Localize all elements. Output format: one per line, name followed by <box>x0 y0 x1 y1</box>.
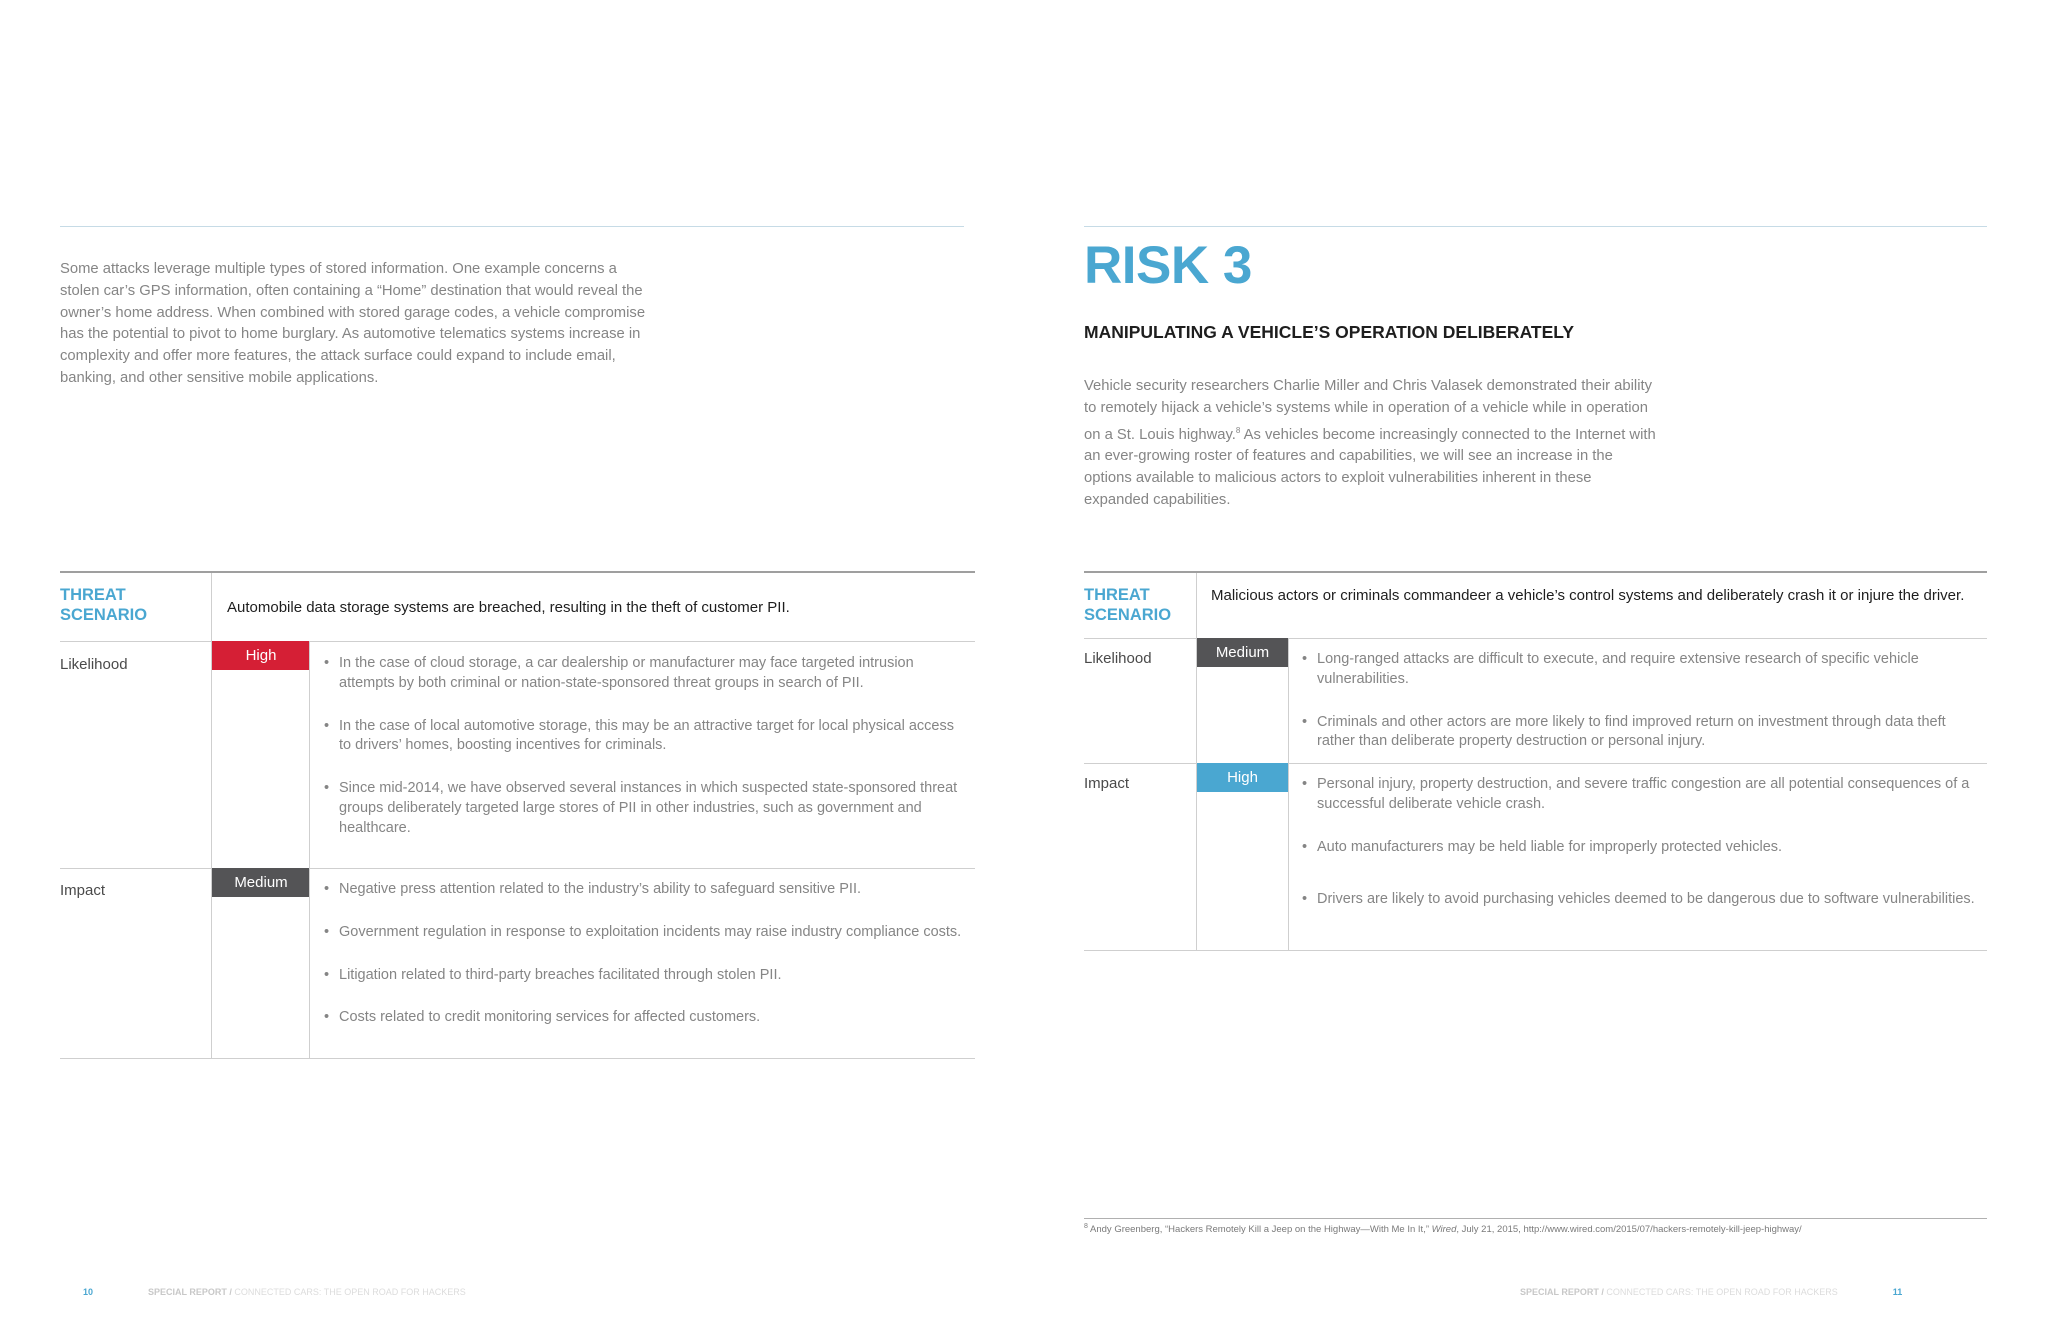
left-col-divider-1 <box>211 573 212 1059</box>
risk-subtitle: MANIPULATING A VEHICLE’S OPERATION DELIBERATELY <box>1084 322 1575 342</box>
right-impact-badge: High <box>1197 763 1288 792</box>
right-col-divider-1 <box>1196 573 1197 951</box>
right-top-rule <box>1084 226 1987 227</box>
left-intro-paragraph: Some attacks leverage multiple types of stored information. One example concerns a stolen car’s GPS information, often containing a “Home” destination that would reveal the owner’s home address. When combined with stored garage codes, a vehicle compromise has the potential to pivot to home burglary. As automotive telematics systems increase in complexity and offer more features, the attack surface could expand to include email, banking, and other sensitive mobile applications. <box>60 261 646 386</box>
footnote-ref: 8 <box>1235 425 1241 435</box>
footnote-rule <box>1084 1218 1987 1219</box>
right-impact-row <box>1084 763 1987 951</box>
left-impact-bullets <box>324 880 964 1028</box>
left-risk-table <box>60 571 975 1059</box>
right-likelihood-label: Likelihood <box>1084 650 1152 667</box>
list-item: • Since mid-2014, we have observed several instances in which suspected state-sponsored threat groups deliberately targeted large stores of PII in other industries, such as government and healthcare. <box>324 779 964 838</box>
list-item: • Personal injury, property destruction, and severe traffic congestion are all potential consequences of a successful deliberate vehicle crash. <box>1302 775 1977 815</box>
left-footer: 10 SPECIAL REPORT / CONNECTED CARS: THE OPEN ROAD FOR HACKERS <box>83 1287 466 1297</box>
left-top-rule <box>60 226 964 227</box>
left-likelihood-badge: High <box>212 641 310 670</box>
left-likelihood-label: Likelihood <box>60 656 128 673</box>
left-likelihood-bullets <box>324 654 964 839</box>
right-threat-text: Malicious actors or criminals commandeer a vehicle’s control systems and deliberately crash it or injure the driver. <box>1211 587 1965 604</box>
list-item: • Criminals and other actors are more likely to find improved return on investment through data theft rather than deliberate property destruction or personal injury. <box>1302 713 1977 753</box>
list-item: • Government regulation in response to exploitation incidents may raise industry compliance costs. <box>324 923 964 943</box>
list-item: • Negative press attention related to the industry’s ability to safeguard sensitive PII. <box>324 880 964 900</box>
left-threat-row <box>60 573 975 642</box>
left-impact-row <box>60 868 975 1059</box>
list-item: • Drivers are likely to avoid purchasing vehicles deemed to be dangerous due to software vulnerabilities. <box>1302 890 1977 910</box>
left-col-divider-2 <box>309 641 310 1059</box>
left-threat-text: Automobile data storage systems are breached, resulting in the theft of customer PII. <box>227 599 790 616</box>
list-item: • Costs related to credit monitoring services for affected customers. <box>324 1008 964 1028</box>
list-item: • Long-ranged attacks are difficult to execute, and require extensive research of specific vehicle vulnerabilities. <box>1302 650 1977 690</box>
right-threat-row <box>1084 573 1987 639</box>
risk-title: RISK 3 <box>1084 236 1252 295</box>
right-likelihood-row <box>1084 638 1987 764</box>
left-page-number: 10 <box>83 1287 94 1297</box>
right-page-number: 11 <box>1892 1287 1903 1297</box>
left-likelihood-row <box>60 641 975 869</box>
right-col-divider-2 <box>1288 638 1289 951</box>
right-threat-label: THREAT SCENARIO <box>1084 586 1172 624</box>
right-impact-bullets <box>1302 775 1977 910</box>
left-impact-badge: Medium <box>212 868 310 897</box>
list-item: • Litigation related to third-party breaches facilitated through stolen PII. <box>324 966 964 986</box>
right-risk-table <box>1084 571 1987 951</box>
right-likelihood-badge: Medium <box>1197 638 1288 667</box>
right-intro-paragraph: Vehicle security researchers Charlie Miller and Chris Valasek demonstrated their ability to remotely hijack a vehicle’s systems while in operation of a vehicle while in operation on a St. Louis highway.$^8$ As vehicles become increasingly connected to the Internet with an ever-growing roster of features and capabilities, we will see an increase in the options available to malicious actors to exploit vulnerabilities inherent in these expanded capabilities. <box>1084 378 1656 508</box>
footnote: $^8$ Andy Greenberg, “Hackers Remotely Kill a Jeep on the Highway—With Me In It,” Wired, July 21, 2015, http://www.wired.com/2015/07/hackers-remotely-kill-jeep-highway/ <box>1084 1223 1802 1236</box>
list-item: • Auto manufacturers may be held liable for improperly protected vehicles. <box>1302 838 1977 858</box>
right-likelihood-bullets <box>1302 650 1977 752</box>
right-impact-label: Impact <box>1084 775 1130 792</box>
right-footer: SPECIAL REPORT / CONNECTED CARS: THE OPEN ROAD FOR HACKERS 11 <box>1520 1287 1903 1297</box>
list-item: • In the case of local automotive storage, this may be an attractive target for local physical access to drivers’ homes, boosting incentives for criminals. <box>324 717 964 757</box>
left-impact-label: Impact <box>60 882 106 899</box>
list-item: • In the case of cloud storage, a car dealership or manufacturer may face targeted intrusion attempts by both criminal or nation-state-sponsored threat groups in search of PII. <box>324 654 964 694</box>
left-threat-label: THREAT SCENARIO <box>60 586 148 624</box>
